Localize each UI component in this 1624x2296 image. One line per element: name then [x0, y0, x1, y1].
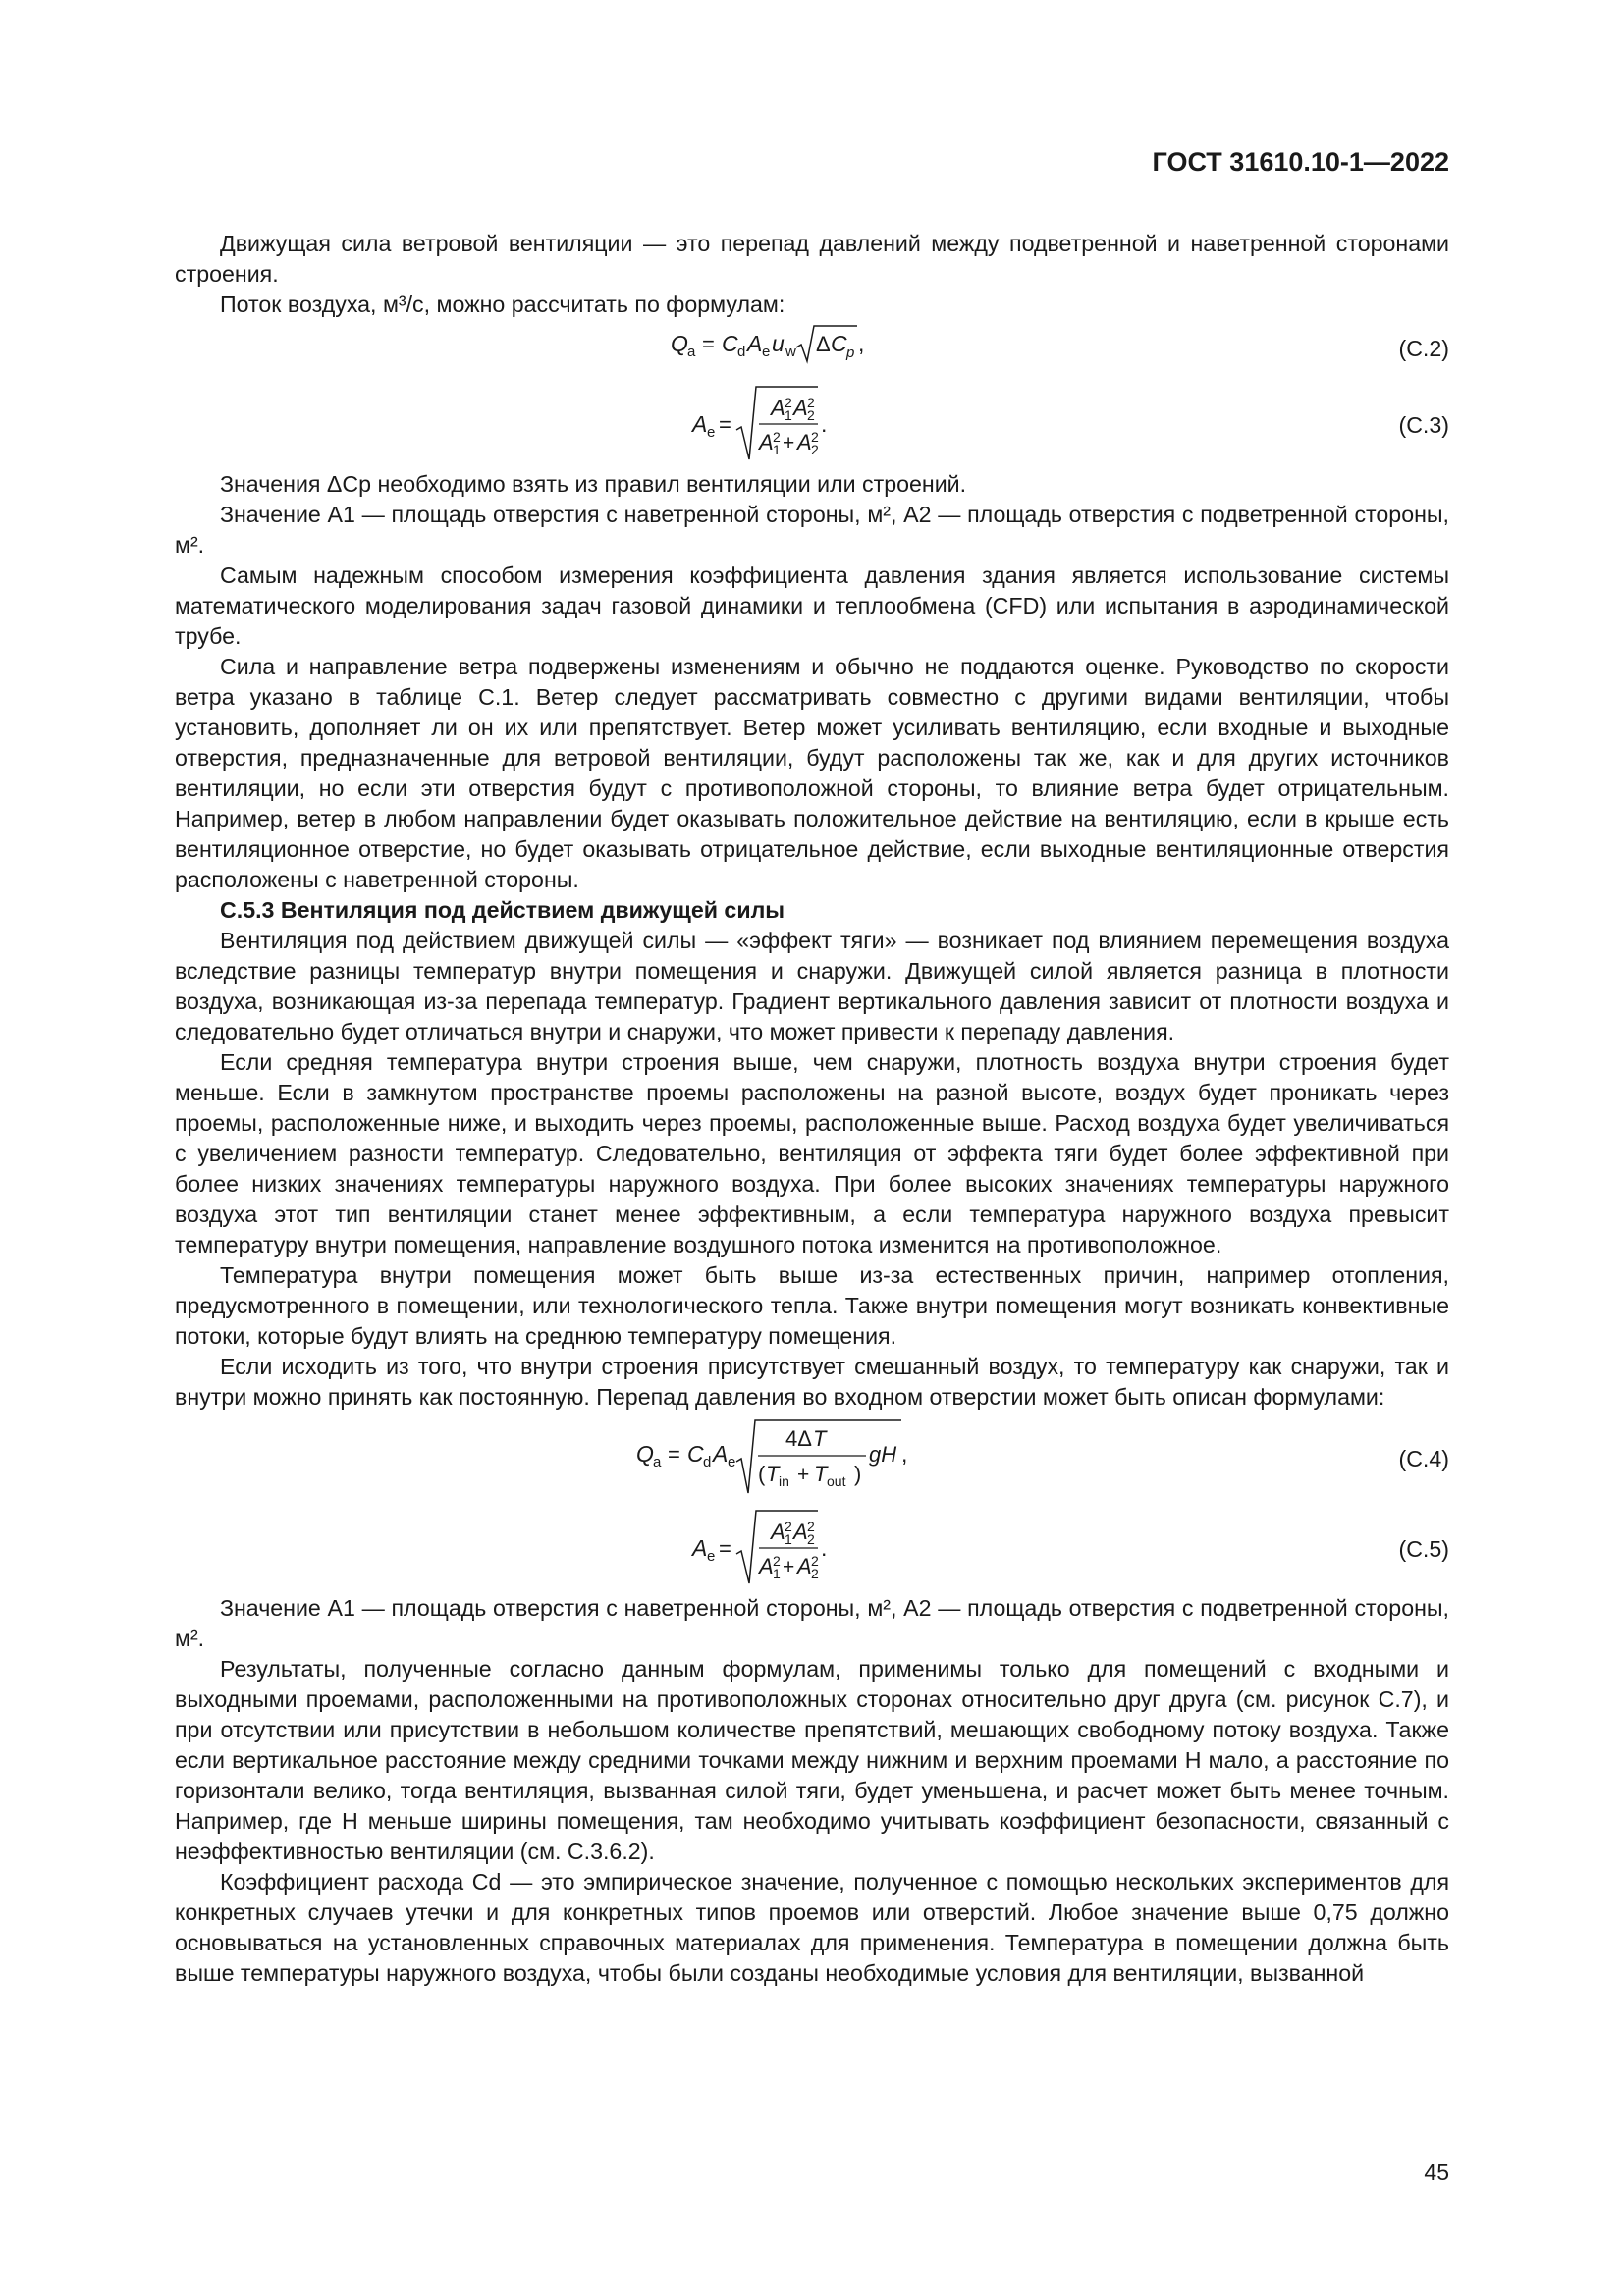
paragraph: Сила и направление ветра подвержены изменениям и обычно не поддаются оценке. Руководство по скорости ветра указано в таблице С.1. Ветер следует рассматривать совместно с другими видами вентиляции, чтобы установить, дополняет ли он их или препятствует. Ветер может усиливать вентиляцию, если входные и выходные отверстия, предназначенные для ветровой вентиляции, будут расположены так же, как и для других источников вентиляции, но если эти отверстия будут с противоположной стороны, то влияние ветра будет отрицательным. Например, ветер в любом направлении будет оказывать положительное действие на вентиляцию, если в крыше есть вентиляционное отверстие, но будет оказывать отрицательное действие, если выходные вентиляционные отверстия расположены с наветренной стороны. — [175, 654, 1449, 892]
formula-c4 — [175, 1413, 1449, 1503]
svg-text:e: e — [762, 344, 771, 360]
svg-text:=: = — [719, 1536, 731, 1561]
formula-c3-expression — [692, 379, 839, 465]
formula-c5-expression — [692, 1503, 839, 1589]
svg-text:A: A — [797, 430, 812, 454]
svg-text:1: 1 — [773, 442, 781, 457]
svg-text:2: 2 — [785, 395, 792, 410]
svg-text:Q: Q — [636, 1441, 654, 1467]
equation-number: (C.5) — [1398, 1536, 1449, 1562]
paragraph: Если исходить из того, что внутри строения присутствует смешанный воздух, то температуру как снаружи, так и внутри можно принять как постоянную. Перепад давления во входном отверстии может быть описан формулами: — [175, 1354, 1449, 1410]
svg-text:C: C — [722, 331, 738, 356]
svg-text:2: 2 — [811, 429, 819, 445]
svg-text:d: d — [737, 344, 746, 360]
svg-text:A: A — [793, 396, 808, 420]
paragraph: Значение A1 — площадь отверстия с наветренной стороны, м², A2 — площадь отверстия с подветренной стороны, м². — [175, 1595, 1449, 1651]
paragraph: Самым надежным способом измерения коэффициента давления здания является использование системы математического моделирования задач газовой динамики и теплообмена (CFD) или испытания в аэродинамической трубе. — [175, 562, 1449, 649]
svg-text:1: 1 — [773, 1566, 781, 1581]
svg-text:A: A — [713, 1441, 729, 1467]
svg-text:e: e — [707, 1548, 716, 1565]
svg-text:gH: gH — [869, 1442, 897, 1467]
svg-text:A: A — [692, 411, 708, 437]
paragraph: Вентиляция под действием движущей силы — «эффект тяги» — возникает под влиянием перемещения воздуха вследствие разницы температур внутри помещения и снаружи. Движущей силой является разница в плотности воздуха, возникающая из-за перепада температур. Градиент вертикального давления зависит от плотности воздуха и следовательно будет отличаться внутри и снаружи, что может привести к перепаду давления. — [175, 928, 1449, 1044]
svg-text:A: A — [759, 430, 774, 454]
svg-text:(: ( — [758, 1462, 766, 1486]
svg-text:p: p — [846, 345, 855, 361]
svg-text:2: 2 — [773, 429, 781, 445]
svg-text:A: A — [759, 1554, 774, 1578]
svg-text:4Δ: 4Δ — [785, 1426, 812, 1451]
formula-c3 — [175, 379, 1449, 469]
paragraph: Результаты, полученные согласно данным формулам, применимы только для помещений с входными и выходными проемами, расположенными на противоположных сторонах относительно друг друга (см. рисунок С.7), и при отсутствии или присутствии в небольшом количестве препятствий, мешающих свободному потоку воздуха. Также если вертикальное расстояние между средними точками между нижним и верхним проемами H мало, а расстояние по горизонтали велико, тогда вентиляция, вызванная силой тяги, будет уменьшена, и расчет может быть менее точным. Например, где H меньше ширины помещения, там необходимо учитывать коэффициент безопасности, связанный с неэффективностью вентиляции (см. С.3.6.2). — [175, 1656, 1449, 1864]
svg-text:T: T — [814, 1462, 828, 1486]
svg-text:out: out — [827, 1473, 846, 1489]
svg-text:Δ: Δ — [816, 332, 831, 356]
paragraph: Коэффициент расхода Cd — это эмпирическое значение, полученное с помощью нескольких экспериментов для конкретных случаев утечки и для конкретных типов проемов или отверстий. Любое значение выше 0,75 должно основываться на установленных справочных материалах для применения. Температура в помещении должна быть выше температуры наружного воздуха, чтобы были созданы необходимые условия для вентиляции, вызванной — [175, 1869, 1449, 1986]
svg-text:.: . — [821, 411, 828, 437]
paragraph: Значение A1 — площадь отверстия с наветренной стороны, м², A2 — площадь отверстия с подветренной стороны, м². — [175, 502, 1449, 558]
svg-text:.: . — [821, 1535, 828, 1561]
svg-text:a: a — [687, 344, 696, 360]
svg-text:A: A — [692, 1535, 708, 1561]
paragraph: Температура внутри помещения может быть выше из-за естественных причин, например отопления, предусмотренного в помещении, или технологического тепла. Также внутри помещения могут возникать конвективные потоки, которые будут влиять на среднюю температуру помещения. — [175, 1262, 1449, 1349]
svg-text:2: 2 — [811, 442, 819, 457]
formula-c2 — [175, 320, 1449, 379]
section-heading: С.5.3 Вентиляция под действием движущей силы — [220, 897, 785, 923]
paragraph: Значения ΔCp необходимо взять из правил вентиляции или строений. — [220, 471, 967, 497]
svg-text:1: 1 — [785, 407, 792, 423]
svg-text:d: d — [703, 1454, 712, 1470]
formula-c5 — [175, 1503, 1449, 1593]
svg-text:2: 2 — [807, 395, 815, 410]
svg-text:,: , — [858, 331, 865, 356]
svg-text:,: , — [901, 1441, 908, 1467]
svg-text:): ) — [854, 1462, 862, 1486]
svg-text:e: e — [707, 424, 716, 441]
paragraph: Если средняя температура внутри строения выше, чем снаружи, плотность воздуха внутри строения будет меньше. Если в замкнутом пространстве проемы расположены на разной высоте, воздух будет проникать через проемы, расположенные ниже, и выходить через проемы, расположенные выше. Расход воздуха будет увеличиваться с увеличением разности температур. Следовательно, вентиляция от эффекта тяги будет более эффективной при более низких значениях температуры наружного воздуха. При более высоких значениях температуры наружного воздуха этот тип вентиляции станет менее эффективным, а если температура наружного воздуха превысит температуру внутри помещения, направление воздушного потока изменится на противоположное. — [175, 1049, 1449, 1257]
svg-text:2: 2 — [785, 1519, 792, 1534]
svg-text:A: A — [771, 1520, 785, 1544]
paragraph: Поток воздуха, м³/с, можно рассчитать по формулам: — [220, 292, 785, 317]
svg-text:A: A — [793, 1520, 808, 1544]
svg-text:2: 2 — [807, 1531, 815, 1547]
document-header: ГОСТ 31610.10-1—2022 — [1152, 147, 1449, 177]
svg-text:2: 2 — [773, 1553, 781, 1569]
formula-c2-expression — [671, 320, 867, 375]
document-body — [175, 229, 1449, 1989]
svg-text:+: + — [797, 1464, 810, 1486]
svg-text:w: w — [785, 344, 796, 360]
svg-text:A: A — [747, 331, 763, 356]
svg-text:T: T — [766, 1462, 780, 1486]
svg-text:=: = — [668, 1442, 680, 1467]
svg-text:+: + — [783, 432, 795, 454]
svg-text:2: 2 — [811, 1566, 819, 1581]
svg-text:e: e — [728, 1454, 736, 1470]
svg-text:=: = — [719, 412, 731, 437]
svg-text:T: T — [813, 1426, 827, 1451]
svg-text:A: A — [771, 396, 785, 420]
svg-text:C: C — [687, 1441, 704, 1467]
paragraph: Движущая сила ветровой вентиляции — это перепад давлений между подветренной и наветренной сторонами строения. — [175, 231, 1449, 287]
svg-text:C: C — [831, 331, 847, 356]
svg-text:a: a — [653, 1454, 662, 1470]
svg-text:Q: Q — [671, 331, 688, 356]
svg-text:in: in — [779, 1473, 789, 1489]
page-number: 45 — [1424, 2160, 1449, 2185]
svg-text:1: 1 — [785, 1531, 792, 1547]
svg-text:A: A — [797, 1554, 812, 1578]
formula-c4-expression — [636, 1413, 911, 1499]
svg-text:=: = — [702, 332, 715, 356]
svg-text:u: u — [772, 331, 785, 356]
svg-text:2: 2 — [811, 1553, 819, 1569]
equation-number: (C.2) — [1398, 336, 1449, 361]
svg-text:2: 2 — [807, 1519, 815, 1534]
svg-text:2: 2 — [807, 407, 815, 423]
svg-text:+: + — [783, 1556, 795, 1578]
equation-number: (C.3) — [1398, 412, 1449, 438]
equation-number: (C.4) — [1398, 1446, 1449, 1471]
